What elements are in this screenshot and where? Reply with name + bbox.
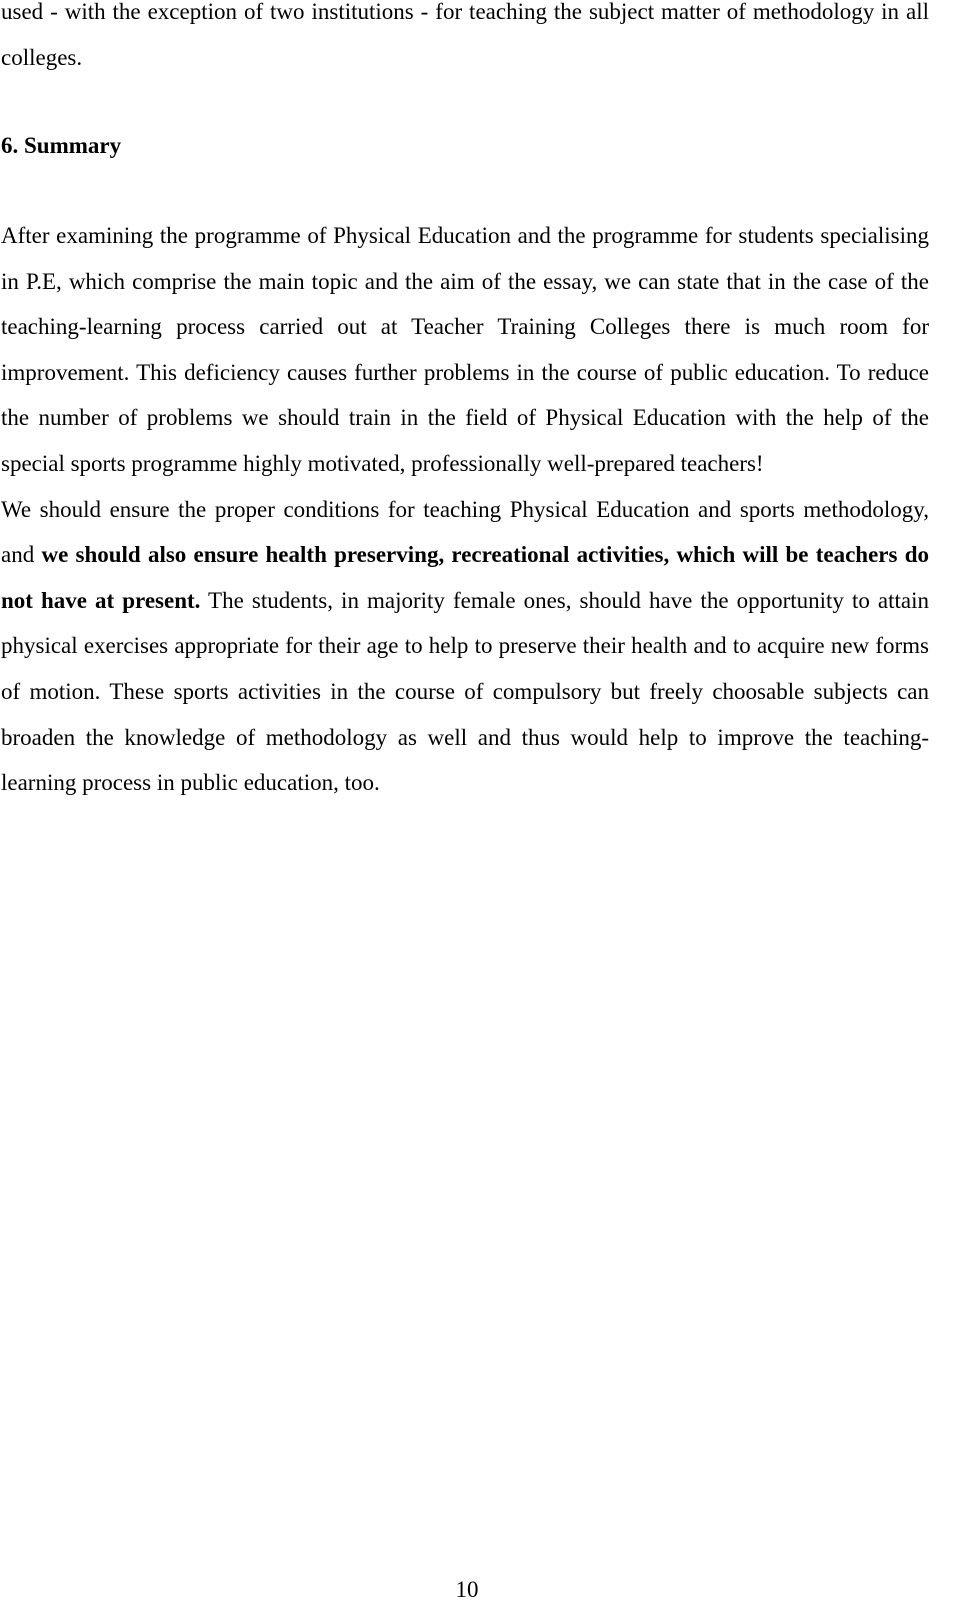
paragraph-2-bold: we should also ensure health preserving, recreational activities, which will be teachers do not have at present. <box>1 542 929 613</box>
section-heading: 6. Summary <box>1 133 122 158</box>
page-number: 10 <box>455 1577 479 1602</box>
summary-paragraph-1: After examining the programme of Physical Education and the programme for students specialising in P.E, which comprise the main topic and the aim of the essay, we can state that in the case of the teaching-learning process carried out at Teacher Training Colleges there is much room for improvement. This deficiency causes further problems in the course of public education. To reduce the number of problems we should train in the field of Physical Education with the help of the special sports programme highly motivated, professionally well-prepared teachers! <box>1 223 929 476</box>
continuation-paragraph: used - with the exception of two institutions - for teaching the subject matter of methodology in all colleges. <box>1 0 929 70</box>
summary-section <box>1 213 929 806</box>
paragraph-2-end: The students, in majority female ones, should have the opportunity to attain physical exercises appropriate for their age to help to preserve their health and to acquire new forms of motion. These sports activities in the course of compulsory but freely choosable subjects can broaden the knowledge of methodology as well and thus would help to improve the teaching-learning process in public education, too. <box>1 587 929 796</box>
summary-paragraph-2 <box>1 487 929 806</box>
paragraph-2-start: We should ensure the proper conditions for teaching Physical Education and sports methodology, and <box>1 496 929 568</box>
